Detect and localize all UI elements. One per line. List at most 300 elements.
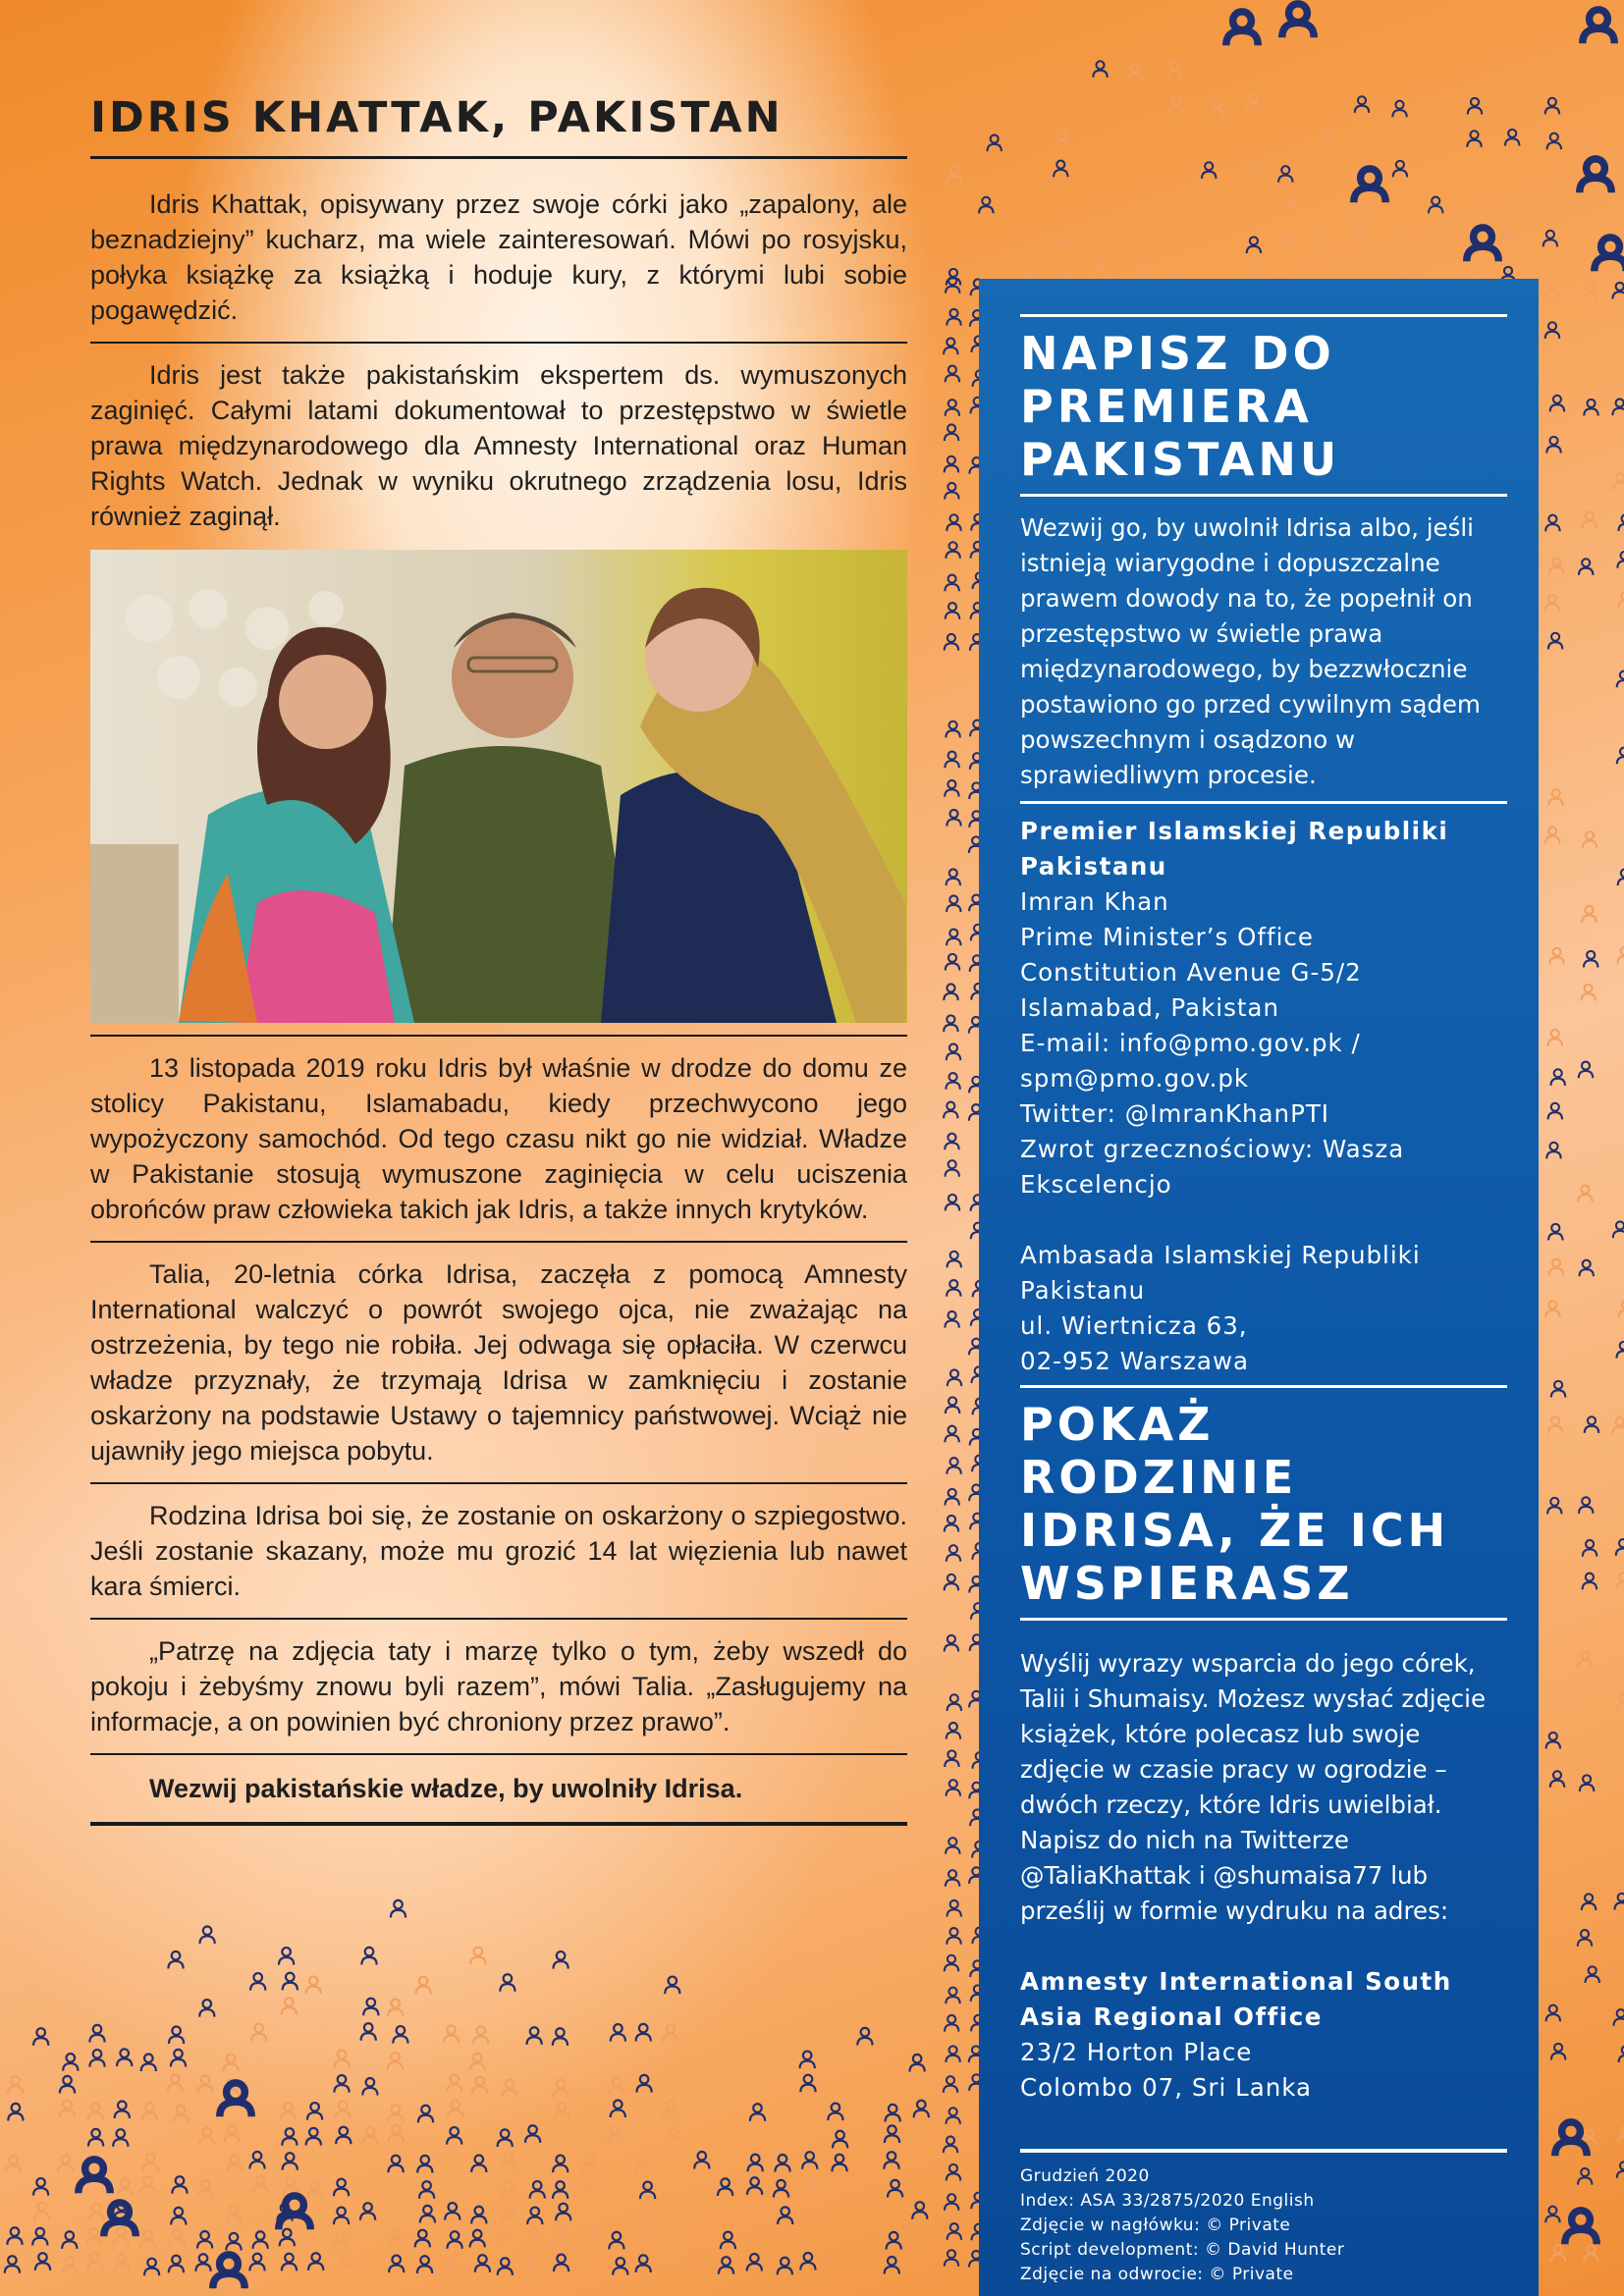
person-icon: [391, 1900, 406, 1918]
person-icon: [226, 2233, 241, 2251]
person-icon: [473, 2027, 488, 2045]
person-icon: [800, 2253, 815, 2270]
person-icon: [447, 2075, 461, 2093]
person-icon: [1615, 1894, 1624, 1910]
person-icon: [611, 2100, 625, 2117]
person-icon: [336, 2127, 351, 2145]
person-icon: [140, 2176, 155, 2194]
person-icon: [979, 197, 993, 214]
person-icon: [7, 2227, 22, 2245]
person-icon: [1241, 200, 1255, 217]
person-icon: [525, 2257, 540, 2274]
footer-index: Index: ASA 33/2875/2020 English: [1020, 2191, 1315, 2211]
panel-support-text: Wyślij wyrazy wsparcia do jego córek, Talii i Shumaisy. Możesz wysłać zdjęcie książek, które polecasz lub swoje zdjęcie w czasie pracy w ogrodzie – dwóch rzeczy, które Idris uwielbiał. Napisz do nich na Twitterze @TaliaKhattak i @shumaisa77 lub prześlij w formie wydruku na adres:: [1020, 1649, 1487, 1925]
person-icon: [888, 2180, 902, 2198]
person-icon: [947, 167, 961, 184]
paragraph-talia: Talia, 20-letnia córka Idrisa, zaczęła z pomocą Amnesty International walczyć o powrót swojego ojca, nie zważając na ostrzeżenia, by tego nie robiła. Jej odwaga się opłaciła. W czerwcu władze przyznały, że trzymają Idrisa w zamknięciu i zostanie oskarżony na podstawie Ustawy o tajemnicy państwowej. Wciąż nie ujawniły jego miejsca pobytu.: [90, 1243, 907, 1484]
person-icon: [6, 2156, 21, 2173]
person-icon: [34, 2203, 49, 2220]
person-icon: [611, 2024, 625, 2042]
person-icon: [388, 2000, 403, 2017]
person-icon: [389, 2229, 404, 2247]
person-icon: [471, 2155, 486, 2172]
person-icon: [945, 752, 958, 769]
person-icon: [1392, 101, 1406, 118]
person-icon: [946, 1160, 959, 1177]
person-icon: [828, 2104, 842, 2121]
person-icon: [282, 2128, 297, 2146]
person-icon: [555, 2103, 569, 2120]
paragraph-disappearance: 13 listopada 2019 roku Idris był właśnie w drodze do domu ze stolicy Pakistanu, Islamabadu, kiedy przechwycono jego wypożyczony samochód. Od tego czasu nikt go nie widział. Władze w Pakistanie stosują wymuszone zaginięcia w celu uciszenia obrońców praw człowieka takich jak Idris, a także innych krytyków.: [90, 1037, 907, 1243]
person-icon: [307, 2181, 322, 2199]
person-icon: [946, 721, 959, 738]
person-icon: [172, 2176, 187, 2194]
person-icon: [945, 1134, 958, 1150]
person-icon: [608, 2125, 623, 2143]
person-icon: [498, 2258, 513, 2275]
address-embassy-line: Ambasada Islamskiej Republiki Pakistanu: [1020, 1241, 1421, 1305]
person-icon: [33, 2178, 48, 2196]
person-icon: [173, 2106, 188, 2123]
person-icon: [445, 2203, 460, 2220]
person-icon: [947, 1694, 961, 1711]
person-icon: [636, 2024, 651, 2042]
person-icon: [334, 2208, 349, 2225]
person-icon: [1226, 12, 1259, 45]
person-icon: [1545, 322, 1559, 339]
person-icon: [946, 542, 959, 559]
person-icon: [946, 1397, 959, 1414]
person-icon: [1578, 1186, 1592, 1202]
person-icon: [1548, 1224, 1562, 1241]
person-icon: [663, 2231, 677, 2249]
person-icon: [1618, 869, 1624, 885]
person-icon: [1581, 985, 1595, 1001]
person-icon: [170, 2229, 185, 2247]
person-icon: [1617, 748, 1624, 765]
person-icon: [89, 2050, 104, 2067]
person-icon: [60, 2101, 75, 2118]
person-icon: [335, 2051, 350, 2068]
person-icon: [87, 2253, 102, 2270]
footer-credit: Zdjęcie na odwrocie: © Private: [1020, 2265, 1294, 2284]
person-icon: [553, 2028, 568, 2046]
person-icon: [944, 2136, 957, 2153]
article-column: [90, 94, 907, 1826]
person-icon: [778, 2258, 792, 2275]
person-icon: [1617, 2162, 1624, 2178]
person-icon: [694, 2152, 709, 2169]
person-icon: [361, 1948, 376, 1965]
person-icon: [1354, 169, 1386, 202]
person-icon: [1618, 592, 1624, 609]
person-icon: [1353, 229, 1367, 245]
person-icon: [1582, 906, 1596, 923]
person-icon: [553, 2181, 568, 2199]
person-icon: [197, 2231, 212, 2249]
address-pm-line: Islamabad, Pakistan: [1020, 993, 1279, 1022]
person-icon: [1583, 1540, 1597, 1557]
person-icon: [88, 2129, 103, 2147]
person-icon: [1617, 671, 1624, 688]
person-icon: [947, 1900, 961, 1917]
person-icon: [664, 2025, 678, 2043]
person-icon: [947, 1252, 961, 1268]
person-icon: [947, 2108, 960, 2124]
person-icon: [199, 2000, 214, 2017]
footer-date: Grudzień 2020: [1020, 2166, 1150, 2186]
address-embassy-line: ul. Wiertnicza 63,: [1020, 1311, 1248, 1340]
person-icon: [665, 2253, 679, 2270]
person-icon: [802, 2152, 817, 2169]
person-icon: [945, 575, 958, 592]
person-icon: [62, 2257, 77, 2274]
person-icon: [306, 2128, 321, 2146]
person-icon: [475, 2255, 490, 2272]
person-icon: [582, 2155, 597, 2172]
person-icon: [144, 2259, 159, 2276]
person-icon: [1585, 1416, 1598, 1433]
person-icon: [1056, 131, 1069, 147]
person-icon: [637, 2075, 652, 2093]
paragraph-intro: Idris Khattak, opisywany przez swoje córki jako „zapalony, ale beznadziejny” kucharz, ma wiele zainteresowań. Mówi po rosyjsku, połyka książkę za książką i hoduje kury, z którymi lubi sobie pogawędzić.: [90, 173, 907, 344]
person-icon: [945, 1955, 958, 1972]
person-icon: [470, 1948, 485, 1965]
person-icon: [778, 2207, 792, 2224]
address-pm-title: Premier Islamskiej Republiki Pakistanu: [1020, 817, 1449, 881]
paragraph-family-fear: Rodzina Idrisa boi się, że zostanie on oskarżony o szpiegostwo. Jeśli zostanie skazany, może mu grozić 14 lat więzienia lub nawet kara śmierci.: [90, 1484, 907, 1620]
person-icon: [1551, 2044, 1565, 2060]
person-icon: [1282, 4, 1315, 37]
person-icon: [1580, 1775, 1594, 1791]
person-icon: [1467, 228, 1499, 261]
person-icon: [885, 2257, 899, 2274]
person-icon: [556, 2204, 570, 2221]
person-icon: [747, 2254, 762, 2271]
person-icon: [1584, 400, 1597, 416]
person-icon: [113, 2129, 128, 2147]
person-icon: [1577, 136, 1591, 153]
person-icon: [947, 1458, 960, 1474]
person-icon: [525, 2125, 540, 2143]
person-icon: [945, 2250, 958, 2267]
person-icon: [199, 2127, 214, 2145]
person-icon: [585, 2228, 600, 2246]
person-icon: [362, 2078, 377, 2096]
person-icon: [1546, 437, 1560, 454]
person-icon: [308, 2253, 323, 2270]
person-icon: [640, 2182, 655, 2200]
person-icon: [279, 1948, 294, 1965]
person-icon: [1583, 284, 1597, 300]
person-icon: [945, 780, 958, 797]
person-icon: [58, 2155, 73, 2172]
person-icon: [554, 1951, 568, 1969]
person-icon: [584, 2179, 599, 2197]
person-icon: [420, 2206, 435, 2223]
person-icon: [886, 2105, 900, 2122]
person-icon: [1545, 515, 1559, 532]
person-icon: [609, 2232, 623, 2250]
person-icon: [1548, 1030, 1562, 1046]
person-icon: [638, 2230, 653, 2248]
person-icon: [719, 2257, 733, 2274]
person-icon: [947, 1043, 960, 1060]
person-icon: [360, 2203, 375, 2220]
person-icon: [250, 1973, 265, 1991]
action-panel: [979, 279, 1539, 2296]
person-icon: [168, 1951, 183, 1969]
person-icon: [114, 2227, 129, 2245]
person-icon: [914, 2101, 929, 2118]
person-icon: [947, 309, 960, 326]
person-icon: [946, 2046, 959, 2062]
person-icon: [169, 2026, 184, 2044]
person-icon: [947, 810, 960, 827]
person-icon: [1547, 133, 1561, 150]
person-icon: [1054, 161, 1067, 178]
person-icon: [947, 1545, 960, 1562]
address-pm-line: Imran Khan: [1020, 887, 1169, 916]
person-icon: [470, 2054, 485, 2071]
person-icon: [79, 2160, 111, 2193]
person-icon: [1578, 1930, 1592, 1947]
person-icon: [86, 2228, 101, 2246]
person-icon: [1583, 10, 1615, 43]
person-icon: [198, 2180, 213, 2198]
person-icon: [63, 2054, 78, 2071]
address-amnesty-line: 23/2 Horton Place: [1020, 2038, 1253, 2066]
person-icon: [1618, 514, 1624, 531]
person-icon: [667, 2127, 681, 2145]
person-icon: [389, 2125, 404, 2143]
address-amnesty-line: Colombo 07, Sri Lanka: [1020, 2073, 1313, 2102]
person-icon: [945, 2015, 958, 2032]
person-icon: [945, 2194, 958, 2211]
person-icon: [748, 2155, 763, 2172]
person-icon: [1546, 1143, 1560, 1159]
person-icon: [417, 2156, 432, 2173]
person-icon: [389, 2156, 404, 2173]
person-icon: [171, 2050, 186, 2067]
person-icon: [945, 483, 958, 500]
person-icon: [553, 2080, 568, 2098]
person-icon: [415, 2230, 430, 2248]
person-icon: [171, 2208, 186, 2225]
person-icon: [89, 2025, 104, 2043]
person-icon: [1545, 98, 1559, 115]
person-icon: [249, 2254, 264, 2271]
person-icon: [947, 1723, 960, 1739]
person-icon: [88, 2103, 103, 2120]
person-icon: [388, 2105, 403, 2122]
person-icon: [1579, 559, 1593, 575]
person-icon: [447, 2127, 461, 2145]
person-icon: [912, 2202, 927, 2219]
person-icon: [663, 2101, 677, 2118]
person-icon: [1586, 1966, 1599, 1983]
address-amnesty-title: Amnesty International South Asia Regional Office: [1020, 1967, 1452, 2031]
person-icon: [775, 2155, 789, 2172]
person-icon: [501, 2182, 515, 2200]
person-icon: [1578, 1651, 1592, 1668]
person-icon: [388, 2053, 403, 2070]
person-icon: [1548, 633, 1562, 650]
person-icon: [1617, 552, 1624, 568]
person-icon: [1579, 1062, 1593, 1079]
person-icon: [361, 2023, 376, 2041]
person-icon: [945, 1311, 958, 1328]
person-icon: [448, 2231, 462, 2249]
person-icon: [988, 134, 1001, 151]
person-icon: [419, 2181, 434, 2199]
person-icon: [502, 2080, 516, 2098]
person-icon: [884, 2152, 898, 2169]
person-icon: [1551, 2245, 1565, 2262]
person-icon: [553, 2156, 568, 2173]
person-icon: [944, 2076, 957, 2093]
person-icon: [944, 1102, 957, 1119]
person-icon: [1550, 396, 1564, 412]
address-pm-twitter: Twitter: @ImranKhanPTI: [1020, 1099, 1330, 1128]
person-icon: [224, 2055, 239, 2072]
person-icon: [947, 1369, 961, 1386]
person-icon: [947, 514, 960, 531]
person-icon: [1549, 558, 1563, 574]
person-icon: [1546, 2005, 1560, 2022]
person-icon: [1579, 1497, 1593, 1514]
person-icon: [805, 2177, 820, 2195]
person-icon: [947, 1928, 960, 1945]
person-icon: [1202, 162, 1216, 179]
person-icon: [363, 1999, 378, 2016]
person-icon: [333, 2233, 348, 2251]
person-icon: [1060, 235, 1074, 251]
person-icon: [718, 2178, 732, 2196]
person-icon: [1545, 2207, 1559, 2223]
person-icon: [946, 1073, 959, 1090]
address-pm-salutation: Zwrot grzecznościowy: Wasza Ekscelencjo: [1020, 1135, 1405, 1199]
person-icon: [8, 2076, 23, 2094]
person-icon: [945, 1426, 958, 1443]
person-icon: [1618, 2126, 1624, 2143]
person-icon: [1578, 200, 1592, 217]
address-pm-line: Constitution Avenue G-5/2: [1020, 958, 1362, 987]
person-icon: [448, 2101, 462, 2118]
person-icon: [444, 2025, 459, 2043]
address-pm-email: E-mail: info@pmo.gov.pk / spm@pmo.gov.pk: [1020, 1029, 1361, 1093]
person-icon: [200, 1926, 215, 1944]
person-icon: [1278, 166, 1292, 183]
person-icon: [526, 2229, 541, 2247]
person-icon: [1093, 61, 1107, 78]
person-icon: [225, 2125, 240, 2143]
person-icon: [1613, 1221, 1624, 1238]
person-icon: [443, 2257, 458, 2274]
person-icon: [336, 2102, 351, 2119]
person-icon: [945, 1575, 958, 1591]
person-icon: [417, 2256, 432, 2273]
person-icon: [887, 2232, 901, 2250]
person-icon: [1505, 130, 1519, 146]
footer-credit: Script development: © David Hunter: [1020, 2240, 1345, 2260]
person-icon: [280, 2229, 295, 2247]
person-icon: [1095, 261, 1109, 278]
person-icon: [1549, 1259, 1563, 1276]
person-icon: [1584, 951, 1597, 968]
person-icon: [945, 1750, 958, 1767]
person-icon: [1616, 1573, 1624, 1589]
person-icon: [253, 2176, 268, 2194]
person-icon: [1322, 133, 1335, 149]
person-icon: [198, 2076, 213, 2094]
person-icon: [1545, 595, 1559, 612]
person-icon: [1583, 831, 1597, 848]
person-icon: [253, 2231, 268, 2249]
person-icon: [800, 2052, 815, 2069]
person-icon: [1543, 231, 1557, 247]
person-icon: [1613, 283, 1624, 299]
person-icon: [1247, 237, 1261, 253]
person-icon: [1583, 1574, 1597, 1590]
person-icon: [946, 1489, 959, 1506]
person-icon: [497, 2228, 512, 2246]
person-icon: [1354, 203, 1368, 220]
person-icon: [944, 984, 957, 1000]
person-icon: [945, 456, 958, 473]
person-icon: [1548, 1416, 1562, 1433]
person-icon: [747, 2177, 762, 2195]
person-icon: [665, 1977, 679, 1995]
person-icon: [553, 2228, 568, 2246]
person-icon: [946, 1838, 959, 1854]
person-icon: [416, 1977, 431, 1995]
person-icon: [910, 2055, 925, 2072]
person-icon: [393, 2026, 407, 2044]
person-icon: [944, 1015, 957, 1032]
person-icon: [115, 2101, 130, 2118]
person-icon: [1169, 98, 1183, 115]
person-icon: [1619, 2046, 1624, 2062]
person-icon: [249, 2152, 264, 2169]
person-icon: [1548, 789, 1562, 806]
person-icon: [832, 2155, 846, 2172]
person-icon: [1551, 1069, 1565, 1086]
person-icon: [283, 2153, 298, 2170]
person-icon: [283, 1973, 298, 1991]
person-icon: [282, 1998, 297, 2015]
person-icon: [1584, 2245, 1597, 2262]
person-icon: [1580, 159, 1612, 192]
person-icon: [947, 895, 960, 912]
person-icon: [281, 2103, 296, 2120]
person-icon: [1544, 283, 1558, 299]
person-icon: [947, 1280, 960, 1297]
person-icon: [117, 2049, 132, 2066]
person-icon: [946, 1195, 959, 1211]
person-icon: [334, 2179, 349, 2197]
person-icon: [530, 2181, 545, 2199]
person-icon: [62, 2231, 77, 2249]
person-icon: [1549, 948, 1563, 965]
person-icon: [1582, 1894, 1596, 1910]
person-icon: [60, 2076, 75, 2094]
person-icon: [947, 869, 960, 885]
person-icon: [500, 1974, 514, 1992]
person-icon: [774, 2180, 788, 2198]
person-icon: [169, 2256, 184, 2273]
person-icon: [472, 2077, 487, 2095]
